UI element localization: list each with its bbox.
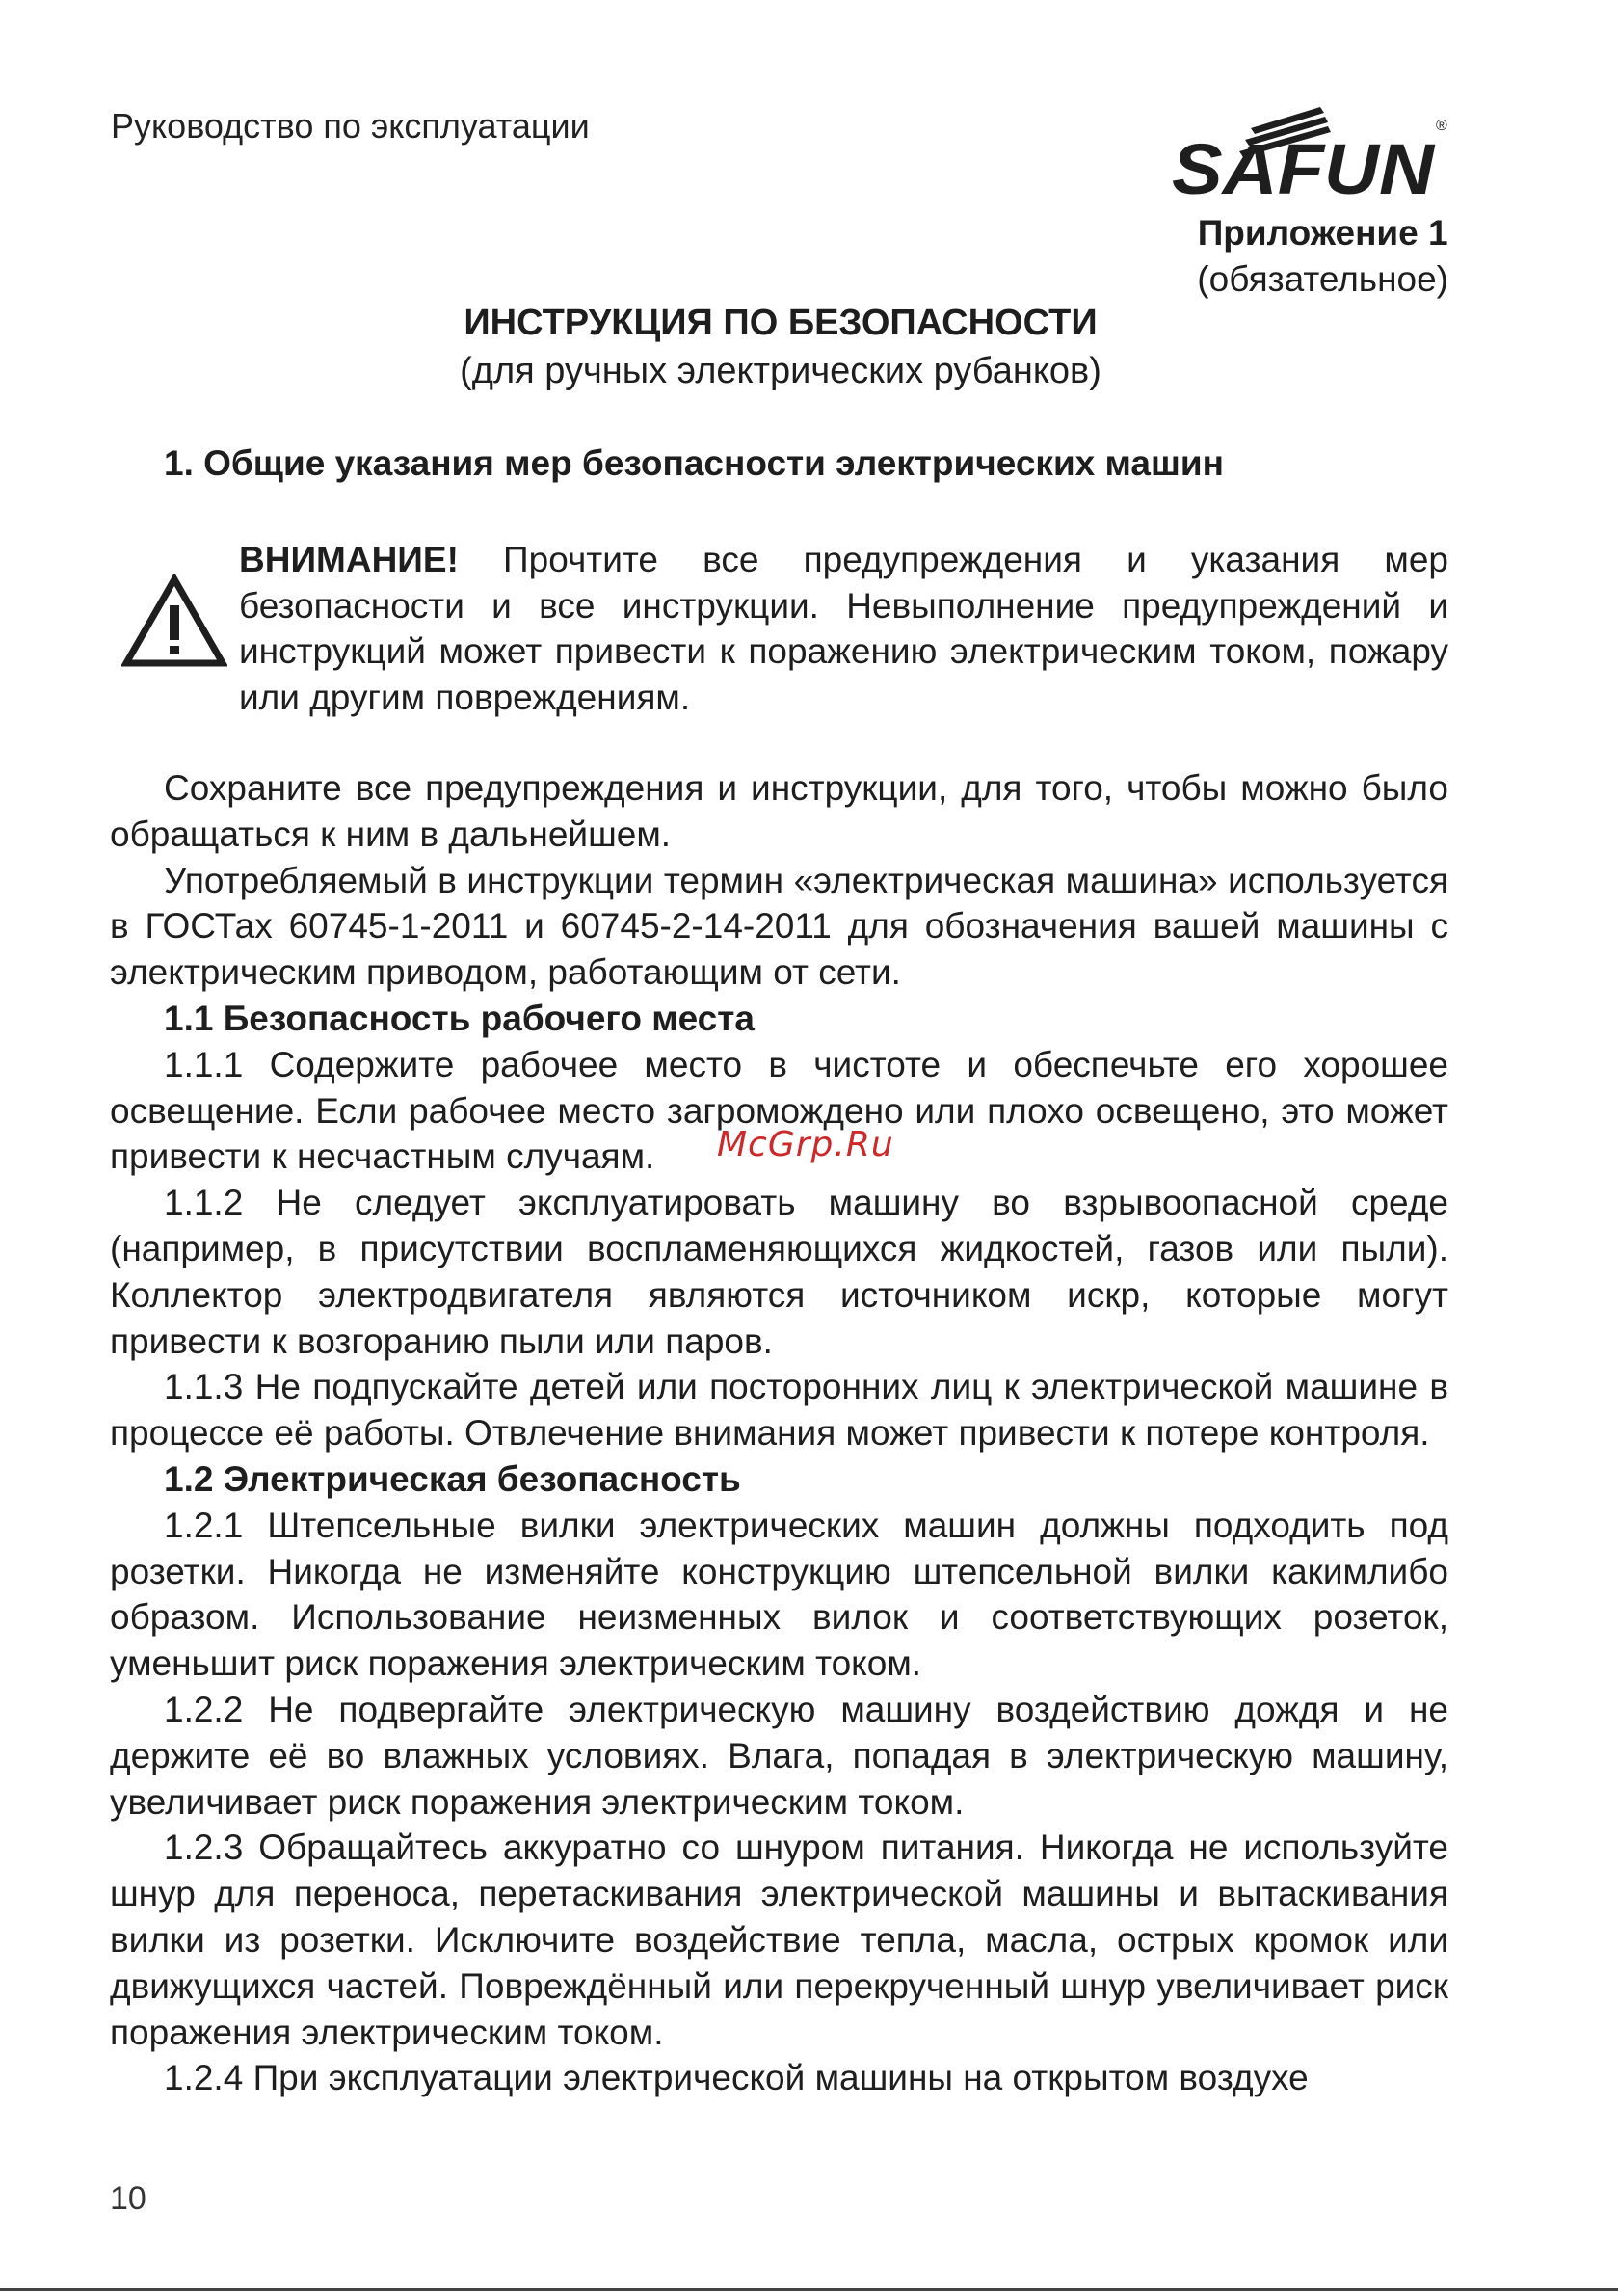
paragraph-1-1-2: 1.1.2 Не следует эксплуатировать машину во взрывоопасной среде (например, в присутствии воспламеняющихся жидкостей, газов или пыли). Коллектор электродвигателя являются источником искр, которые могут привести к возгоранию пыли или паров. bbox=[110, 1183, 1448, 1361]
bottom-rule bbox=[0, 2288, 1618, 2291]
paragraph-1-1-3: 1.1.3 Не подпускайте детей или посторонних лиц к электрической машине в процессе её работы. Отвлечение внимания может привести к потере контроля. bbox=[110, 1367, 1448, 1454]
paragraph-1-2-3: 1.2.3 Обращайтесь аккуратно со шнуром питания. Никогда не используйте шнур для переноса, перетаскивания электрической машины и вытаскивания вилки из розетки. Исключите воздействие тепла, масла, острых кромок или движущихся частей. Повреждённый или перекрученный шнур увеличивает риск поражения электрическим током. bbox=[110, 1828, 1448, 2052]
warning-triangle-icon bbox=[121, 574, 227, 669]
paragraph-1-2-1: 1.2.1 Штепсельные вилки электрических машин должны подходить под розетки. Никогда не изменяйте конструкцию штепсельной вилки какимлибо образом. Использование неизменных вилок и соответствующих розеток, уменьшит риск поражения электрическим током. bbox=[110, 1505, 1448, 1684]
document-subtitle: (для ручных электрических рубанков) bbox=[460, 351, 1101, 391]
body-text bbox=[110, 765, 1448, 2101]
running-title: Руководство по эксплуатации bbox=[111, 106, 590, 146]
logo-registered-mark: ® bbox=[1436, 118, 1447, 134]
appendix-title: Приложение 1 bbox=[1197, 213, 1448, 253]
appendix-label bbox=[1197, 210, 1448, 303]
subsection-heading-electrical: 1.2 Электрическая безопасность bbox=[164, 1458, 741, 1499]
document-title-block bbox=[0, 299, 1561, 395]
section-heading: 1. Общие указания мер безопасности электрических машин bbox=[164, 443, 1224, 483]
document-title: ИНСТРУКЦИЯ ПО БЕЗОПАСНОСТИ bbox=[464, 303, 1098, 343]
warning-block bbox=[239, 537, 1448, 720]
watermark: McGrp.Ru bbox=[717, 1125, 894, 1164]
safun-logo bbox=[1166, 101, 1455, 202]
paragraph-1-2-4: 1.2.4 При эксплуатации электрической машины на открытом воздухе bbox=[164, 2058, 1309, 2098]
warning-text: Прочтите все предупреждения и указания мер безопасности и все инструкции. Невыполнение предупреждений и инструкций может привести к поражению электрическим током, пожару или другим повреждениям. bbox=[239, 540, 1448, 717]
paragraph-term-definition: Употребляемый в инструкции термин «электрическая машина» используется в ГОСТах 60745-1-2011 и 60745-2-14-2011 для обозначения вашей машины с электрическим приводом, работающим от сети. bbox=[110, 860, 1448, 993]
appendix-note: (обязательное) bbox=[1197, 259, 1448, 299]
page-number: 10 bbox=[110, 2180, 146, 2217]
subsection-heading-workplace: 1.1 Безопасность рабочего места bbox=[164, 998, 755, 1038]
warning-label: ВНИМАНИЕ! bbox=[239, 540, 459, 579]
paragraph-1-2-2: 1.2.2 Не подвергайте электрическую машину воздействию дождя и не держите её во влажных условиях. Влага, попадая в электрическую машину, увеличивает риск поражения электрическим током. bbox=[110, 1689, 1448, 1822]
logo-wordmark: SAFUN bbox=[1172, 129, 1436, 202]
paragraph-1-1-1: 1.1.1 Содержите рабочее место в чистоте и обеспечьте его хорошее освещение. Если рабочее место загромождено или плохо освещено, это может привести к несчастным случаям. bbox=[110, 1044, 1448, 1177]
paragraph-save-instructions: Сохраните все предупреждения и инструкции, для того, чтобы можно было обращаться к ним в дальнейшем. bbox=[110, 768, 1448, 854]
